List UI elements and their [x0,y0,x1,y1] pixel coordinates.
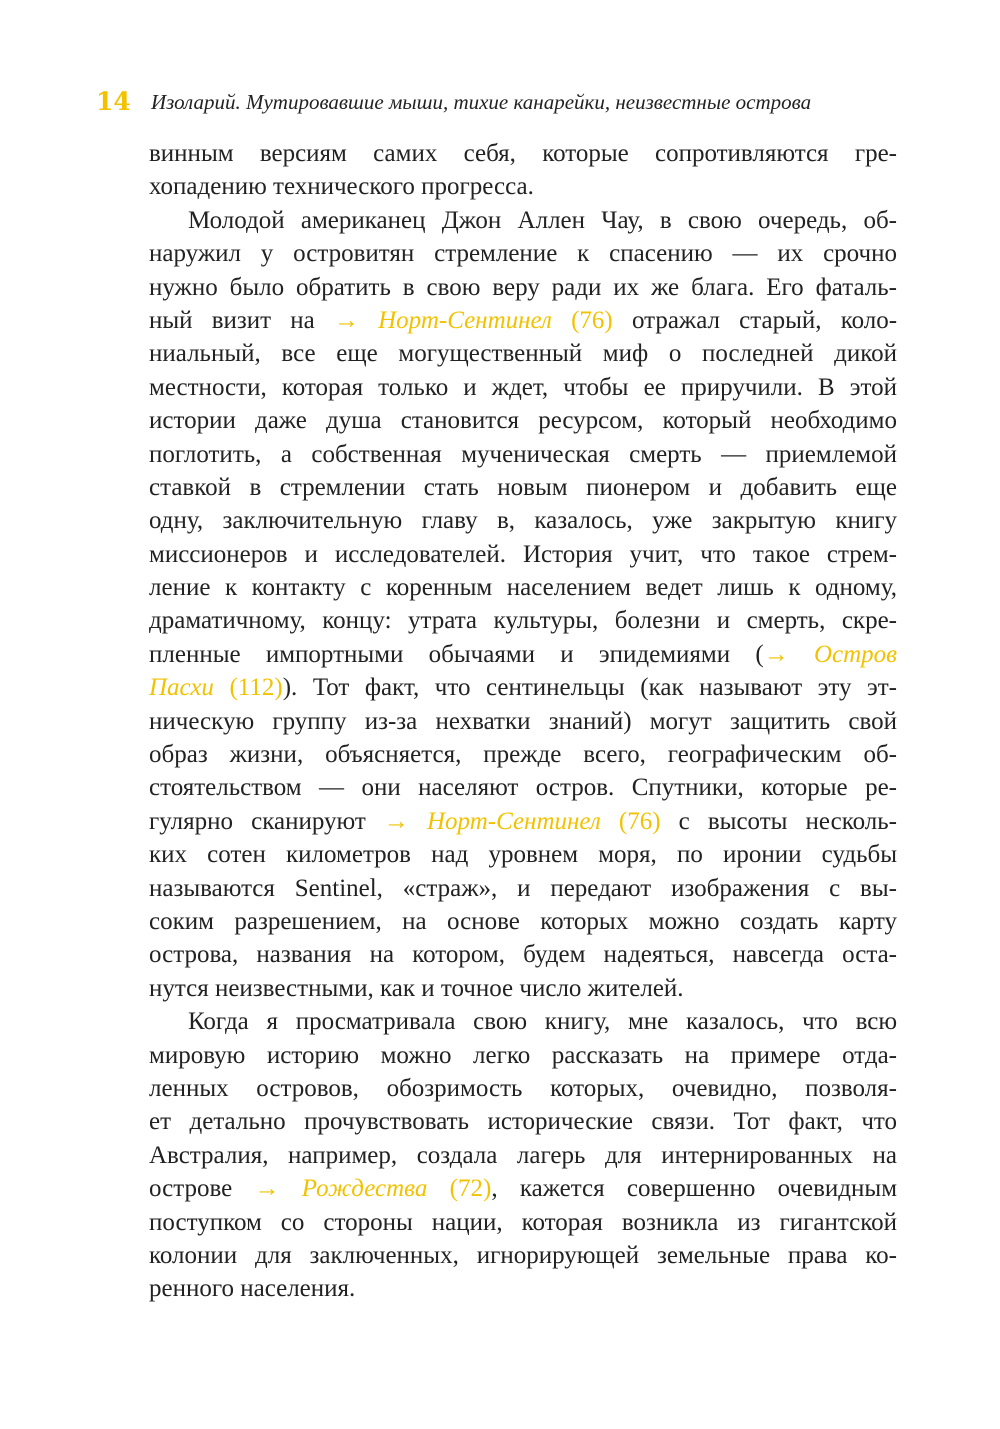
text-line: образ жизни, объясняется, прежде всего, географическим об- [149,741,897,769]
text-line: наружил у островитян стремление к спасению — их срочно [149,240,897,268]
text-line: колонии для заключенных, игнорирующей земельные права ко- [149,1241,897,1269]
text-line: пленные импортными обычаями и эпидемиями (→ Остров [149,640,897,668]
arrow-icon: → [333,306,359,334]
arrow-icon: → [383,807,409,835]
text-line: называются Sentinel, «страж», и передают изображения с вы- [149,874,897,902]
text-line: Когда я просматривала свою книгу, мне казалось, что всю [188,1008,897,1036]
text-line: винным версиям самих себя, которые сопротивляются гре- [149,140,897,167]
text-line: Пасхи (112)). Тот факт, что сентинельцы (как называют эту эт- [149,674,898,702]
cross-reference-north-sentinel[interactable]: → Норт-Сентинел (76) [333,306,613,334]
text-line: поступком со стороны нации, которая возникла из гигантской [149,1208,897,1236]
text-line: одну, заключительную главу в, казалось, уже закрытую книгу [149,507,897,535]
text-line: Молодой американец Джон Аллен Чау, в свою очередь, об- [188,206,897,234]
text-line: соким разрешением, на основе которых можно создать карту [149,907,897,935]
text-line: ническую группу из-за нехватки знаний) могут защитить свой [149,707,897,735]
text-line: ленных островов, обозримость которых, очевидно, позволя- [149,1074,897,1102]
text-line: поглотить, а собственная мученическая смерть — приемлемой [149,440,897,468]
text-line: местности, которая только и ждет, чтобы ее приручили. В этой [149,373,897,401]
cross-reference-easter-island[interactable]: → Остров [763,640,897,668]
text-line: острове → Рождества (72), кажется совершенно очевидным [149,1175,898,1203]
cross-reference-north-sentinel[interactable]: → Норт-Сентинел (76) [383,807,661,835]
text-line: мировую историю можно легко рассказать на примере отда- [149,1041,897,1069]
text-line: истории даже душа становится ресурсом, который необходимо [149,407,897,435]
text-line: стоятельством — они населяют остров. Спутники, которые ре- [149,774,897,802]
text-line: гулярно сканируют → Норт-Сентинел (76) с высоты несколь- [149,807,897,835]
cross-reference-easter-island-cont[interactable]: Пасхи (112) [149,674,283,702]
body-text [149,137,897,1306]
text-line: ный визит на → Норт-Сентинел (76) отражал старый, коло- [149,306,898,334]
text-line: ких сотен километров над уровнем моря, по иронии судьбы [149,841,897,869]
page-number: 14 [96,87,131,116]
text-line: острова, названия на котором, будем надеяться, навсегда оста- [149,941,897,969]
text-line: драматичному, концу: утрата культуры, болезни и смерть, скре- [149,607,897,635]
text-line: ренного населения. [149,1275,356,1303]
text-line: нужно было обратить в свою веру ради их же блага. Его фаталь- [149,273,897,301]
text-line: ставкой в стремлении стать новым пионером и добавить еще [149,473,897,501]
cross-reference-christmas-island[interactable]: → Рождества (72) [254,1175,492,1203]
text-line: ет детально прочувствовать исторические связи. Тот факт, что [149,1108,897,1136]
text-line: миссионеров и исследователей. История учит, что такое стрем- [149,540,897,568]
text-line: нутся неизвестными, как и точное число жителей. [149,974,684,1002]
text-line: ление к контакту с коренным населением ведет лишь к одному, [149,574,897,602]
text-line: ниальный, все еще могущественный миф о последней дикой [149,340,897,368]
arrow-icon: → [763,640,789,668]
text-line: Австралия, например, создала лагерь для интернированных на [149,1141,897,1169]
text-line: хопадению технического прогресса. [149,173,534,201]
running-title: Изоларий. Мутировавшие мыши, тихие канарейки, неизвестные острова [151,90,812,114]
arrow-icon: → [254,1175,280,1203]
running-header [96,84,896,120]
